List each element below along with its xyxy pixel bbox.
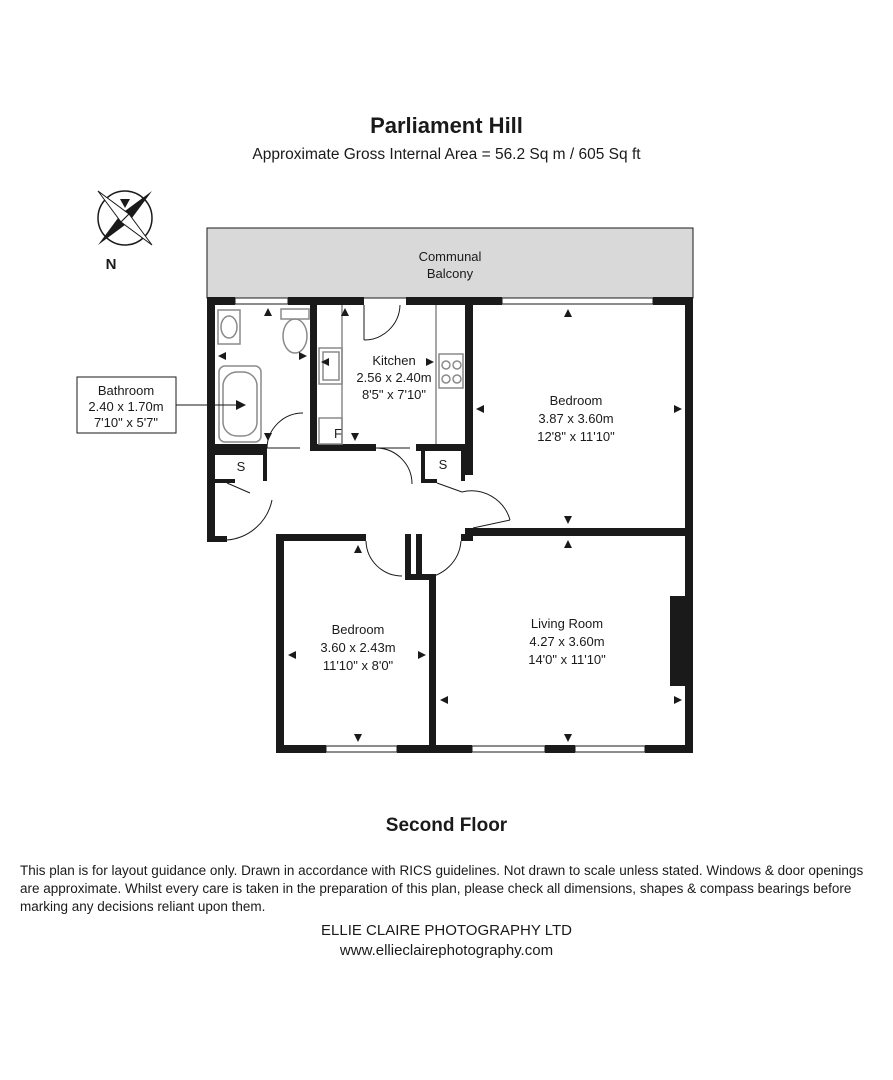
bathroom-metric: 2.40 x 1.70m <box>88 399 164 414</box>
bathroom-imperial: 7'10" x 5'7" <box>93 415 159 430</box>
fridge-label: F <box>334 426 342 441</box>
company-website: www.ellieclairephotography.com <box>339 942 554 959</box>
compass-north-label: N <box>105 256 117 273</box>
kitchen-imperial: 8'5" x 7'10" <box>361 387 427 402</box>
bedroom2-imperial: 11'10" x 8'0" <box>322 658 394 673</box>
bedroom2-metric: 3.60 x 2.43m <box>320 640 396 655</box>
disclaimer-text: This plan is for layout guidance only. Drawn in accordance with RICS guidelines. Not drawn to scale unless stated. Windows & door openings are approximate. Whilst every care is taken in the preparation of this plan, please check all dimensions, shapes & compass bearings before marking any decisions reliant upon them. <box>20 863 864 914</box>
store-right-label: S <box>438 457 448 472</box>
bathroom-callout-arrow <box>236 400 246 410</box>
compass-rose-icon <box>98 191 152 245</box>
kitchen-metric: 2.56 x 2.40m <box>356 370 432 385</box>
balcony-label-line1: Communal <box>418 249 482 264</box>
living-room-imperial: 14'0" x 11'10" <box>528 652 606 667</box>
bathroom-fixtures <box>218 309 309 442</box>
bedroom2-name: Bedroom <box>331 622 385 637</box>
living-room-name: Living Room <box>530 616 604 631</box>
company-name: ELLIE CLAIRE PHOTOGRAPHY LTD <box>321 922 572 939</box>
bedroom1-imperial: 12'8" x 11'10" <box>537 429 615 444</box>
dimension-arrows <box>218 308 682 742</box>
floor-label: Second Floor <box>385 815 508 836</box>
gross-area-subtitle: Approximate Gross Internal Area = 56.2 Sq m / 605 Sq ft <box>252 146 641 163</box>
kitchen-name: Kitchen <box>372 353 416 368</box>
company-block <box>0 921 893 961</box>
living-room-metric: 4.27 x 3.60m <box>529 634 605 649</box>
windows <box>235 298 653 752</box>
bedroom1-metric: 3.87 x 3.60m <box>538 411 614 426</box>
plan-title: Parliament Hill <box>370 113 523 138</box>
balcony-label-line2: Balcony <box>426 266 474 281</box>
bathroom-name: Bathroom <box>97 383 155 398</box>
store-left-label: S <box>236 459 246 474</box>
bedroom1-name: Bedroom <box>549 393 603 408</box>
